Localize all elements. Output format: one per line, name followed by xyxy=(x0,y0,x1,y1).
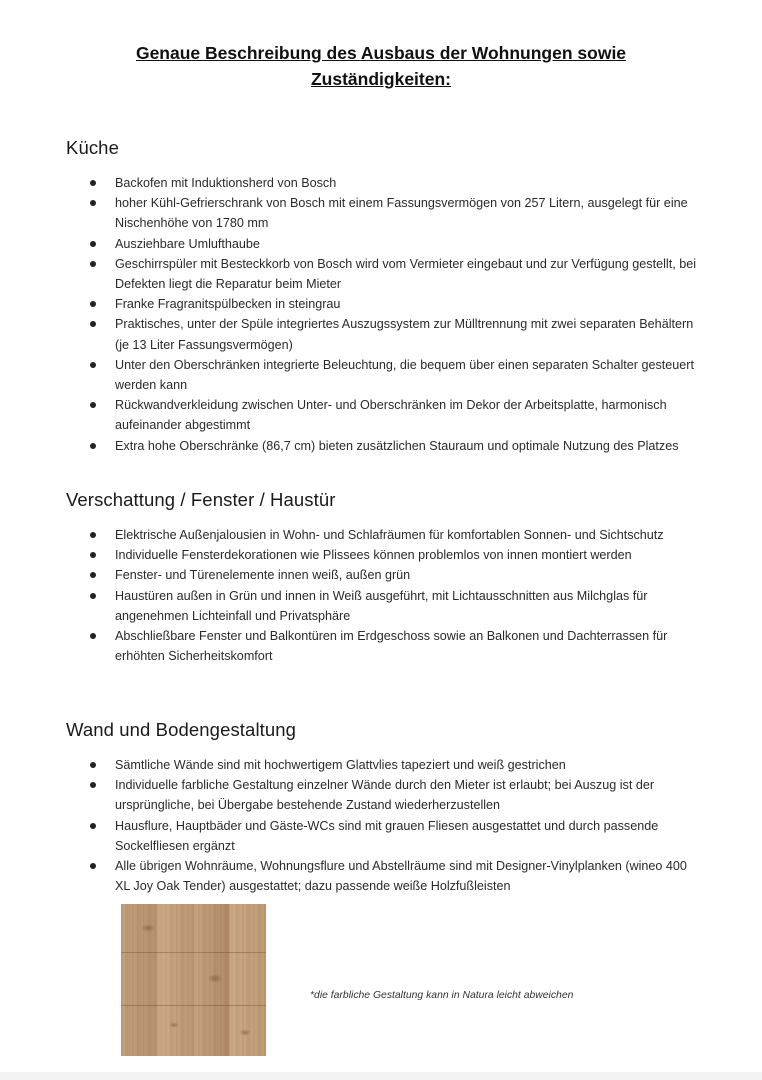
document-title xyxy=(90,40,672,92)
list-item: Individuelle Fensterdekorationen wie Plissees können problemlos von innen montiert werden xyxy=(90,545,700,565)
list-item: Praktisches, unter der Spüle integriertes Auszugssystem zur Mülltrennung mit zwei separaten Behältern (je 13 Liter Fassungsvermögen) xyxy=(90,314,700,354)
list-item: Individuelle farbliche Gestaltung einzelner Wände durch den Mieter ist erlaubt; bei Auszug ist der ursprüngliche, bei Übergabe bestehende Zustand wiederherzustellen xyxy=(90,775,700,815)
list-item: Haustüren außen in Grün und innen in Weiß ausgeführt, mit Lichtausschnitten aus Milchglas für angenehmen Lichteinfall und Privatsphäre xyxy=(90,586,700,626)
list-item: Fenster- und Türenelemente innen weiß, außen grün xyxy=(90,565,700,585)
wand-list xyxy=(90,755,700,896)
list-item: Geschirrspüler mit Besteckkorb von Bosch wird vom Vermieter eingebaut und zur Verfügung gestellt, bei Defekten liegt die Reparatur beim Mieter xyxy=(90,254,700,294)
section-heading-kueche: Küche xyxy=(66,137,119,158)
list-item: Backofen mit Induktionsherd von Bosch xyxy=(90,173,700,193)
document-title-line-1: Genaue Beschreibung des Ausbaus der Wohnungen sowie xyxy=(135,43,627,63)
list-item: Unter den Oberschränken integrierte Beleuchtung, die bequem über einen separaten Schalter gesteuert werden kann xyxy=(90,355,700,395)
list-item: Rückwandverkleidung zwischen Unter- und Oberschränken im Dekor der Arbeitsplatte, harmonisch aufeinander abgestimmt xyxy=(90,395,700,435)
list-item: Alle übrigen Wohnräume, Wohnungsflure und Abstellräume sind mit Designer-Vinylplanken (wineo 400 XL Joy Oak Tender) ausgestattet; dazu passende weiße Holzfußleisten xyxy=(90,856,700,896)
list-item: Extra hohe Oberschränke (86,7 cm) bieten zusätzlichen Stauraum und optimale Nutzung des Platzes xyxy=(90,436,700,456)
section-heading-wand: Wand und Bodengestaltung xyxy=(66,719,297,740)
list-item: Ausziehbare Umlufthaube xyxy=(90,234,700,254)
list-item: Sämtliche Wände sind mit hochwertigem Glattvlies tapeziert und weiß gestrichen xyxy=(90,755,700,775)
kueche-list xyxy=(90,173,700,456)
section-heading-verschattung: Verschattung / Fenster / Haustür xyxy=(66,489,336,510)
color-disclaimer-note: *die farbliche Gestaltung kann in Natura leicht abweichen xyxy=(310,990,574,1001)
list-item: hoher Kühl-Gefrierschrank von Bosch mit einem Fassungsvermögen von 257 Litern, ausgelegt für eine Nischenhöhe von 1780 mm xyxy=(90,193,700,233)
list-item: Hausflure, Hauptbäder und Gäste-WCs sind mit grauen Fliesen ausgestattet und durch passende Sockelfliesen ergänzt xyxy=(90,816,700,856)
document-title-line-2: Zuständigkeiten: xyxy=(310,69,451,89)
vinyl-floor-sample-image xyxy=(121,904,266,1056)
page-bottom-edge xyxy=(0,1072,762,1080)
list-item: Franke Fragranitspülbecken in steingrau xyxy=(90,294,700,314)
verschattung-list xyxy=(90,525,700,666)
list-item: Elektrische Außenjalousien in Wohn- und Schlafräumen für komfortablen Sonnen- und Sichtschutz xyxy=(90,525,700,545)
list-item: Abschließbare Fenster und Balkontüren im Erdgeschoss sowie an Balkonen und Dachterrassen für erhöhten Sicherheitskomfort xyxy=(90,626,700,666)
